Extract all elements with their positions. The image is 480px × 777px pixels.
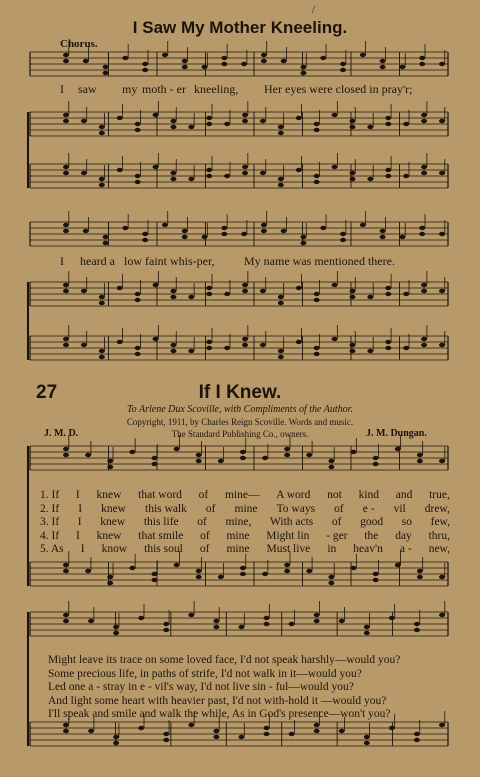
verse-word: of (334, 502, 344, 515)
verse-word: - ger (326, 529, 348, 542)
verse-word: I (77, 516, 82, 528)
chorus-label: Chorus. (60, 38, 98, 50)
verse-word: knew (100, 516, 126, 528)
verse-word: drew, (424, 502, 450, 515)
verse-word: of (197, 516, 207, 528)
page-mark: / (312, 4, 316, 16)
verse-word: new, (428, 543, 450, 555)
verse-word: mine— (224, 489, 260, 501)
verse-word: true, (429, 489, 450, 501)
lyric: I (60, 82, 64, 96)
verse-word: good (360, 516, 384, 528)
verse-word: I (78, 502, 83, 515)
verse-word: thru, (428, 529, 450, 542)
hymn-title-2: If I Knew. (198, 382, 282, 403)
copyright: Copyright, 1911, by Charles Reign Scoville. Words and music. (126, 417, 354, 427)
verse-word: With acts (269, 516, 314, 528)
verse-word: 2. If (40, 502, 60, 515)
verse-word: e - (362, 502, 375, 515)
verse-line (40, 503, 450, 515)
verse-line (40, 543, 450, 555)
verse-word: that smile (138, 529, 184, 542)
verse-line (40, 516, 450, 528)
verse-word: Might lin (266, 529, 310, 542)
verse-word: I (75, 529, 80, 542)
verse-word: so (401, 516, 412, 528)
verse-word: this walk (145, 502, 187, 515)
verse-word: of (205, 502, 216, 515)
verse-word: this life (143, 516, 179, 528)
dedication: To Arlene Dux Scoville, with Compliments of the Author. (127, 404, 353, 415)
verse-word: A word (276, 489, 311, 501)
verse-word: a - (399, 543, 412, 555)
verse-line (40, 530, 450, 542)
verse-word: this soul (144, 543, 183, 555)
composer-credit: J. M. Dungan. (366, 428, 427, 439)
verse-word: 4. If (40, 529, 60, 542)
verse-word: and (395, 489, 413, 501)
verse-word: know (101, 543, 128, 555)
lyric: moth - er (142, 82, 186, 96)
verse-word: 3. If (40, 516, 60, 528)
lyric: saw (78, 82, 97, 96)
verse-line: Some precious life, in paths of strife, I'd not walk in it—would you? (48, 667, 362, 680)
lyric: My name was mentioned there. (244, 254, 395, 268)
verse-word: in (327, 543, 337, 555)
lyric: kneeling, (194, 82, 239, 96)
verse-word: mine (226, 529, 250, 542)
verse-word: vil (393, 502, 406, 515)
verse-line: Led one a - stray in e - vil's way, I'd not live sin - ful—would you? (48, 681, 354, 693)
verse-word: of (200, 529, 210, 542)
verse-word: 1. If (40, 489, 60, 501)
verse-word: mine, (225, 516, 252, 528)
verse-word: heav'n (353, 543, 383, 555)
verse-word: mine (234, 502, 258, 515)
verse-word: few, (430, 516, 450, 528)
verse-word: of (331, 516, 342, 528)
lyric: heard a (80, 254, 115, 268)
verse-word: of (199, 543, 210, 555)
verse-word: not (327, 489, 342, 501)
verse-word: I (75, 489, 80, 501)
verse-line: Might leave its trace on some loved face, I'd not speak harshly—would you? (48, 654, 401, 666)
lyric: my (122, 82, 138, 96)
lyric: Her eyes were closed in pray'r; (264, 82, 413, 96)
verse-word: To ways (276, 502, 316, 515)
lyric: I (60, 254, 64, 268)
verse-word: Must live (266, 543, 311, 555)
verse-line: And light some heart with heavier past, I'd not with-hold it —would you? (48, 694, 387, 707)
verse-word: mine (226, 543, 250, 555)
verse-word: I (80, 543, 85, 555)
verse-word: knew (96, 529, 122, 542)
hymn-number: 27 (36, 382, 58, 403)
verse-word: kind (358, 489, 380, 501)
verse-word: of (198, 489, 209, 501)
verse-word: knew (101, 502, 126, 515)
hymn-title-1: I Saw My Mother Kneeling. (132, 18, 348, 37)
verse-word: 5. As (40, 543, 64, 555)
verse-line (40, 489, 450, 501)
verse-word: that word (138, 489, 182, 501)
verse-word: day (395, 529, 412, 542)
lyric: low faint whis-per, (124, 254, 215, 268)
owners: The Standard Publishing Co., owners. (171, 429, 309, 439)
verse-word: the (364, 529, 379, 542)
verse-line: I'll speak and smile and walk the while, As in God's presence—won't you? (48, 708, 391, 720)
verse-word: knew (96, 489, 122, 501)
lyricist-credit: J. M. D. (44, 428, 79, 439)
